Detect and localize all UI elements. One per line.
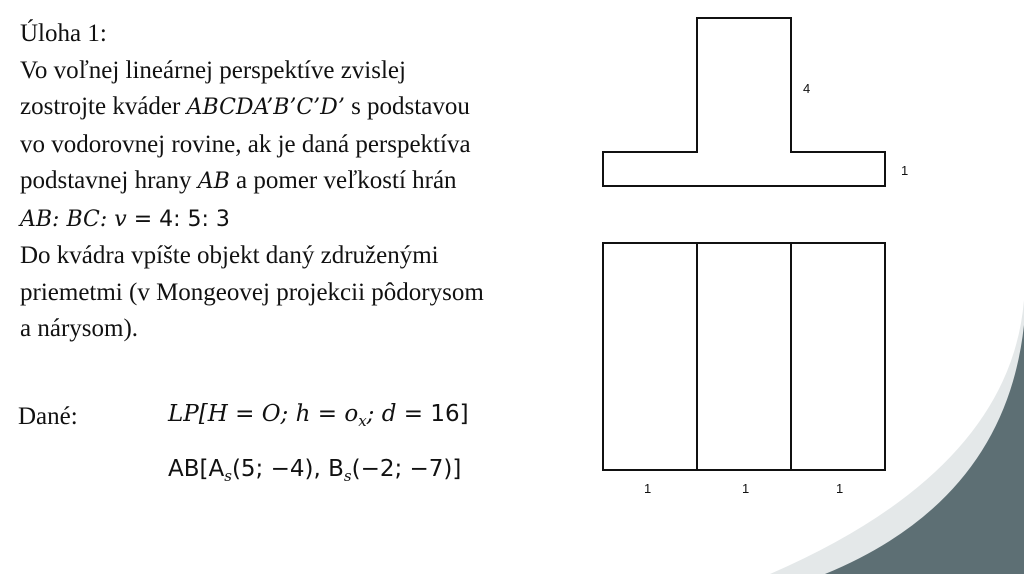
ab-subscript-1: s [224, 467, 232, 485]
given-label: Dané: [18, 403, 78, 430]
lp-part-c: O; h [261, 401, 311, 427]
ratio-variables: AB: BC: v [20, 206, 127, 232]
task-line-4-start: podstavnej hrany [20, 167, 198, 194]
ratio-values: = 4: 5: 3 [126, 206, 230, 232]
plan-label-3: 1 [836, 481, 844, 496]
task-line-2-end: s podstavou [344, 93, 470, 120]
task-title: Úloha 1: [20, 20, 107, 47]
task-line-2-start: zostrojte kváder [20, 93, 187, 120]
task-line-7: priemetmi (v Mongeovej projekcii pôdorysom [20, 278, 484, 306]
lp-distance: = 16] [396, 401, 469, 427]
task-line-8: a nárysom). [20, 315, 139, 342]
task-line-4-end: a pomer veľkostí hrán [229, 167, 457, 194]
elevation-outline [603, 18, 885, 186]
lp-eq-2: = [310, 401, 345, 427]
lp-eq-1: = [227, 401, 262, 427]
task-line-3: vo vodorovnej rovine, ak je daná perspektíva [20, 130, 471, 158]
task-line-1: Vo voľnej lineárnej perspektíve zvislej [20, 56, 406, 84]
task-line-6: Do kvádra vpíšte objekt daný združenými [20, 242, 439, 269]
lp-part-a: LP[H [168, 401, 228, 427]
ab-part-c: (−2; −7)] [351, 456, 462, 482]
lp-part-e: o [344, 401, 359, 427]
cuboid-name: ABCDA’B’C’D’ [186, 95, 345, 120]
elevation-height-label: 4 [803, 81, 811, 96]
ab-subscript-2: s [343, 467, 352, 485]
ab-part-a: AB[A [168, 456, 225, 482]
lp-part-f: ; d [366, 401, 397, 427]
lp-subscript: x [358, 412, 367, 430]
plan-outline [603, 243, 885, 470]
elevation-base-label: 1 [901, 163, 909, 178]
plan-label-2: 1 [742, 481, 750, 496]
edge-name: AB [197, 169, 230, 194]
plan-label-1: 1 [644, 481, 652, 496]
ab-part-b: (5; −4), B [231, 456, 344, 482]
